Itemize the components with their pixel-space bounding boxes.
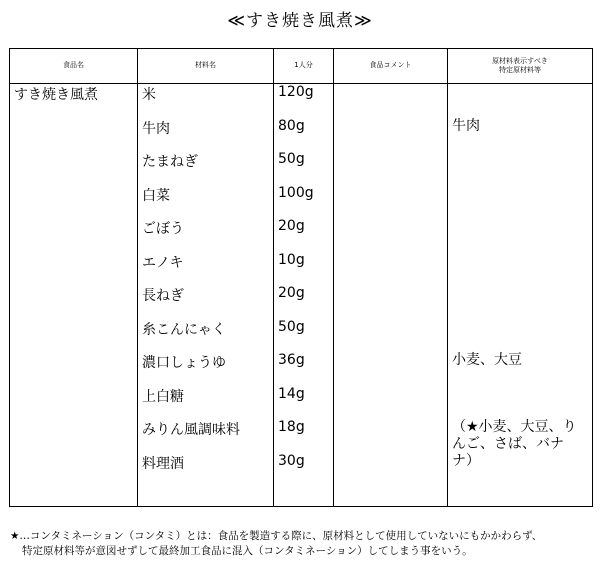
ingredient-amount: 36g <box>278 352 305 368</box>
ingredient-amount: 18g <box>278 419 305 435</box>
ingredient-amount: 14g <box>278 386 305 402</box>
ingredient-amount: 80g <box>278 118 305 134</box>
dish-name: すき焼き風煮 <box>14 87 98 103</box>
ingredient-name: 料理酒 <box>142 456 184 472</box>
ingredient-amount: 50g <box>278 319 305 335</box>
ingredient-name: 長ねぎ <box>142 288 184 304</box>
ingredient-amount: 50g <box>278 151 305 167</box>
ingredient-name: 白菜 <box>142 188 170 204</box>
food-comment-cell <box>334 84 448 507</box>
ingredient-name: たまねぎ <box>142 154 198 170</box>
ingredient-name: ごぼう <box>142 221 184 237</box>
allergen-note: （★小麦、大豆、りんご、さば、バナナ） <box>452 419 577 469</box>
amount-cell <box>274 84 334 507</box>
footnote-line-1: ★…コンタミネーション（コンタミ）とは：食品を製造する際に、原材料として使用していないにもかかわらず、 <box>10 530 543 542</box>
table-header-row <box>10 49 593 84</box>
allergen-cell <box>448 84 593 507</box>
table-body-row <box>10 84 593 507</box>
ingredient-name: 糸こんにゃく <box>142 322 226 338</box>
header-per-person: 1人分 <box>274 49 334 84</box>
header-ingredient: 材料名 <box>138 49 274 84</box>
header-food-name: 食品名 <box>10 49 138 84</box>
footnote-line-2: 特定原材料等が意図せずして最終加工食品に混入（コンタミネーション）してしまう事をいう。 <box>22 545 473 557</box>
footnote <box>10 529 542 559</box>
ingredient-name: 上白糖 <box>142 389 184 405</box>
ingredient-name: 牛肉 <box>142 121 170 137</box>
page-title: ≪すき焼き風煮≫ <box>227 11 373 31</box>
ingredient-amount: 30g <box>278 453 305 469</box>
allergen-note: 小麦、大豆 <box>452 352 522 368</box>
ingredient-amount: 10g <box>278 252 305 268</box>
ingredient-name: エノキ <box>142 255 184 271</box>
ingredient-name: みりん風調味料 <box>142 422 240 438</box>
ingredient-amount: 20g <box>278 285 305 301</box>
ingredient-cell <box>138 84 274 507</box>
ingredient-amount: 100g <box>278 185 314 201</box>
recipe-table <box>9 48 593 507</box>
header-allergen: 原材料表示すべき 特定原材料等 <box>448 49 593 84</box>
header-food-comment: 食品コメント <box>334 49 448 84</box>
ingredient-amount: 20g <box>278 218 305 234</box>
ingredient-name: 米 <box>142 87 156 103</box>
food-name-cell <box>10 84 138 507</box>
allergen-note: 牛肉 <box>452 118 480 134</box>
ingredient-name: 濃口しょうゆ <box>142 355 226 371</box>
ingredient-amount: 120g <box>278 84 314 100</box>
